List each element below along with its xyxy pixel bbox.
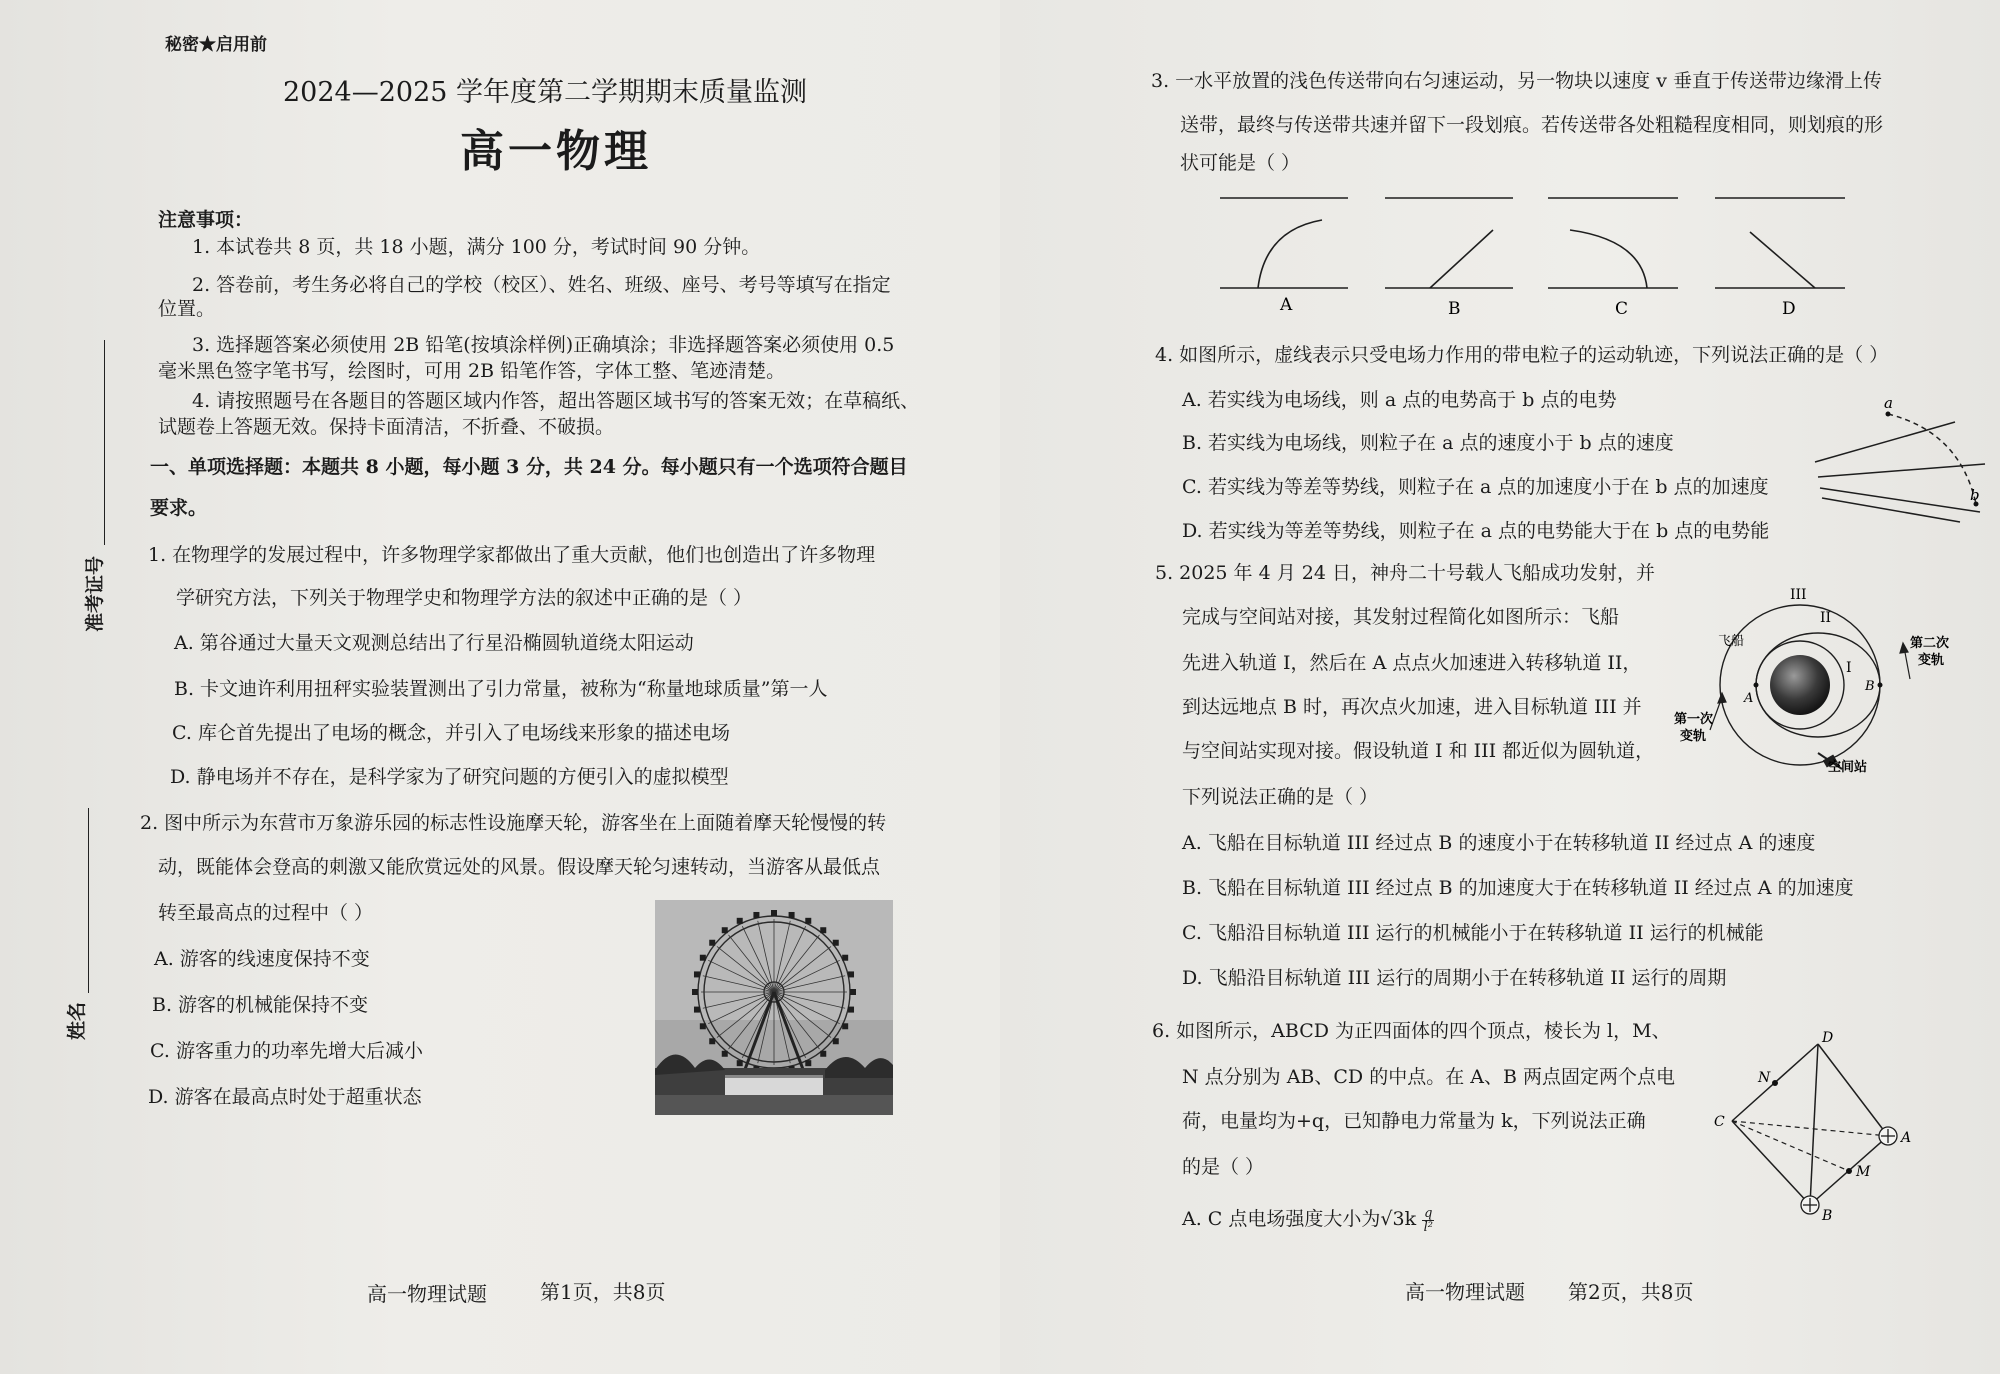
footer-page: 第2页，共8页 (1568, 1280, 1694, 1304)
wheel-cabin (850, 989, 856, 995)
q6-tetrahedron-figure (1700, 1028, 1970, 1228)
wheel-cabin (848, 971, 854, 977)
exam-number-label: 准考证号 (84, 555, 106, 632)
field-line (1820, 488, 1980, 512)
q5-stem: 5. 2025 年 4 月 24 日，神舟二十号载人飞船成功发射，并 (1155, 562, 1655, 584)
wheel-cabin (692, 989, 698, 995)
q3-figures (1210, 180, 1970, 325)
notice-line: 毫米黑色签字笔书写，绘图时，可用 2B 铅笔作答，字体工整、笔迹清楚。 (158, 360, 786, 382)
wheel-cabin (694, 971, 700, 977)
label-ship: 飞船 (1718, 634, 1745, 649)
q2-option-a: A. 游客的线速度保持不变 (154, 948, 370, 970)
label-point-b: B (1865, 679, 1875, 694)
label-a-vertex: A (1901, 1130, 1912, 1146)
field-line (1818, 464, 1985, 477)
q5-stem: 完成与空间站对接，其发射过程简化如图所示：飞船 (1182, 606, 1620, 628)
q6-option-a (1182, 1204, 1434, 1234)
wheel-cabin (694, 1007, 700, 1013)
q2-stem: 转至最高点的过程中（ ） (158, 902, 374, 924)
point-a (1886, 412, 1891, 417)
exam-page-2 (1000, 0, 2000, 1374)
label-point-a: A (1744, 691, 1754, 706)
label-orbit-iii: III (1790, 587, 1807, 603)
wheel-cabin (771, 910, 777, 916)
ferris-wheel-photo (655, 900, 893, 1115)
wheel-cabin (805, 918, 811, 924)
q1-option-c: C. 库仑首先提出了电场的概念，并引入了电场线来形象的描述电场 (172, 722, 730, 744)
q4-option-b: B. 若实线为电场线，则粒子在 a 点的速度小于 b 点的速度 (1182, 432, 1674, 454)
q4-option-a: A. 若实线为电场线，则 a 点的电势高于 b 点的电势 (1182, 389, 1617, 411)
exam-title: 高一物理 (460, 126, 652, 177)
q5-stem: 到达远地点 B 时，再次点火加速，进入目标轨道 III 并 (1182, 696, 1642, 718)
ferris-wheel-image (655, 900, 893, 1115)
q3-label-a: A (1280, 295, 1293, 315)
wheel-cabin (700, 955, 706, 961)
q2-option-d: D. 游客在最高点时处于超重状态 (148, 1086, 422, 1108)
q6-stem: 6. 如图所示，ABCD 为正四面体的四个顶点，棱长为 l，M、 (1152, 1020, 1671, 1042)
edge-ca-hidden (1732, 1121, 1888, 1136)
q5-option-a: A. 飞船在目标轨道 III 经过点 B 的速度小于在转移轨道 II 经过点 A 的速度 (1182, 832, 1816, 854)
exam-number-line (104, 340, 105, 545)
q3-stem: 送带，最终与传送带共速并留下一段划痕。若传送带各处粗糙程度相同，则划痕的形 (1180, 114, 1884, 136)
q3-stem: 3. 一水平放置的浅色传送带向右匀速运动，另一物块以速度 v 垂直于传送带边缘滑上传 (1151, 70, 1882, 92)
notice-line: 位置。 (158, 298, 216, 320)
q3-label-c: C (1615, 299, 1629, 319)
q1-option-a: A. 第谷通过大量天文观测总结出了行星沿椭圆轨道绕太阳运动 (174, 632, 694, 654)
point-m (1846, 1168, 1852, 1174)
wheel-cabin (753, 912, 759, 918)
field-line (1822, 498, 1960, 522)
footer-title: 高一物理试题 (367, 1282, 487, 1306)
q5-stem: 与空间站实现对接。假设轨道 I 和 III 都近似为圆轨道， (1182, 740, 1655, 762)
secret-label: 秘密★启用前 (165, 35, 267, 55)
label-first2: 变轨 (1680, 729, 1707, 744)
notice-line: 1. 本试卷共 8 页，共 18 小题，满分 100 分，考试时间 90 分钟。 (192, 236, 761, 258)
q4-figure (1810, 392, 1990, 524)
notice-line: 试题卷上答题无效。保持卡面清洁，不折叠、不破损。 (158, 416, 615, 438)
label-d: D (1822, 1030, 1834, 1046)
q4-stem: 4. 如图所示，虚线表示只受电场力作用的带电粒子的运动轨迹，下列说法正确的是（ ） (1155, 344, 1889, 366)
label-station: 空间站 (1828, 760, 1868, 775)
name-label: 姓名 (66, 1001, 88, 1040)
q5-stem: 先进入轨道 I，然后在 A 点点火加速进入转移轨道 II， (1182, 652, 1642, 674)
line-cm (1732, 1121, 1849, 1171)
wheel-cabin (820, 927, 826, 933)
mark-c (1570, 230, 1647, 288)
wheel-cabin (842, 1023, 848, 1029)
exam-header: 2024—2025 学年度第二学期期末质量监测 (283, 77, 808, 108)
mark-a (1258, 220, 1322, 288)
q5-orbit-figure (1660, 575, 1960, 775)
fraction-numerator: q (1424, 1205, 1433, 1221)
q1-option-d: D. 静电场并不存在，是科学家为了研究问题的方便引入的虚拟模型 (170, 766, 729, 788)
q6-stem: 荷，电量均为+q，已知静电力常量为 k，下列说法正确 (1182, 1110, 1646, 1132)
point-n (1772, 1080, 1778, 1086)
wheel-cabin (833, 940, 839, 946)
section-heading: 一、单项选择题：本题共 8 小题，每小题 3 分，共 24 分。每小题只有一个选项符合题目 (150, 456, 908, 478)
edge-db (1810, 1044, 1818, 1205)
edge-cb (1732, 1121, 1810, 1205)
wheel-cabin (722, 1051, 728, 1057)
q2-option-b: B. 游客的机械能保持不变 (152, 994, 369, 1016)
label-n: N (1758, 1070, 1771, 1086)
wheel-cabin (789, 912, 795, 918)
label-second2: 变轨 (1918, 653, 1945, 668)
wheel-cabin (709, 940, 715, 946)
label-a: a (1884, 394, 1893, 412)
label-m: M (1856, 1164, 1871, 1180)
fraction (1422, 1207, 1434, 1234)
wheel-cabin (737, 918, 743, 924)
label-b-vertex: B (1822, 1208, 1833, 1224)
q1-stem: 学研究方法，下列关于物理学史和物理学方法的叙述中正确的是（ ） (176, 587, 753, 609)
field-line (1815, 422, 1955, 462)
q3-stem: 状可能是（ ） (1180, 152, 1301, 174)
label-c: C (1714, 1114, 1725, 1130)
mark-d (1750, 232, 1815, 288)
q4-option-d: D. 若实线为等差等势线，则粒子在 a 点的电势能大于在 b 点的电势能 (1182, 520, 1770, 542)
wheel-cabin (709, 1038, 715, 1044)
notice-line: 2. 答卷前，考生务必将自己的学校（校区）、姓名、班级、座号、考号等填写在指定 (192, 274, 891, 296)
wheel-cabin (820, 1051, 826, 1057)
mark-b (1430, 230, 1493, 288)
q6-stem: N 点分别为 AB、CD 的中点。在 A、B 两点固定两个点电 (1182, 1066, 1675, 1088)
q5-option-b: B. 飞船在目标轨道 III 经过点 B 的加速度大于在转移轨道 II 经过点 A 的加速度 (1182, 877, 1854, 899)
label-first: 第一次 (1674, 712, 1714, 727)
notice-line: 4. 请按照题号在各题目的答题区域内作答，超出答题区域书写的答案无效；在草稿纸、 (192, 390, 920, 412)
q5-stem: 下列说法正确的是（ ） (1182, 786, 1379, 808)
label-b: b (1970, 486, 1980, 504)
q2-option-c: C. 游客重力的功率先增大后减小 (150, 1040, 423, 1062)
q6-option-a-text: A. C 点电场强度大小为√3k (1182, 1208, 1417, 1230)
wheel-cabin (737, 1060, 743, 1066)
q2-stem: 动，既能体会登高的刺激又能欣赏远处的风景。假设摩天轮匀速转动，当游客从最低点 (158, 856, 881, 878)
wheel-cabin (842, 955, 848, 961)
name-line (88, 808, 89, 993)
q6-stem: 的是（ ） (1182, 1156, 1265, 1178)
trajectory (1888, 414, 1976, 504)
q1-stem: 1. 在物理学的发展过程中，许多物理学家都做出了重大贡献，他们也创造出了许多物理 (148, 544, 876, 566)
wheel-cabin (805, 1060, 811, 1066)
q5-option-c: C. 飞船沿目标轨道 III 运行的机械能小于在转移轨道 II 运行的机械能 (1182, 922, 1764, 944)
section-heading: 要求。 (150, 497, 208, 519)
q5-option-d: D. 飞船沿目标轨道 III 运行的周期小于在转移轨道 II 运行的周期 (1182, 967, 1727, 989)
q3-label-b: B (1448, 299, 1461, 319)
fraction-denominator: l² (1423, 1219, 1433, 1235)
notice-line: 3. 选择题答案必须使用 2B 铅笔(按填涂样例)正确填涂；非选择题答案必须使用 0.5 (192, 334, 895, 356)
label-orbit-ii: II (1820, 610, 1832, 626)
q1-option-b: B. 卡文迪许利用扭秤实验装置测出了引力常量，被称为“称量地球质量”第一人 (174, 678, 828, 700)
edge-da (1818, 1044, 1888, 1136)
footer-page: 第1页，共8页 (540, 1280, 666, 1304)
q4-option-c: C. 若实线为等差等势线，则粒子在 a 点的加速度小于在 b 点的加速度 (1182, 476, 1769, 498)
earth (1770, 655, 1830, 715)
footer-title: 高一物理试题 (1405, 1280, 1525, 1304)
wheel-cabin (700, 1023, 706, 1029)
wheel-cabin (722, 927, 728, 933)
notice-title: 注意事项： (158, 209, 254, 231)
label-second: 第二次 (1910, 636, 1950, 651)
wheel-cabin (848, 1007, 854, 1013)
wheel-cabin (833, 1038, 839, 1044)
q3-label-d: D (1782, 299, 1796, 319)
q2-stem: 2. 图中所示为东营市万象游乐园的标志性设施摩天轮，游客坐在上面随着摩天轮慢慢的转 (140, 812, 887, 834)
label-orbit-i: I (1846, 660, 1852, 676)
